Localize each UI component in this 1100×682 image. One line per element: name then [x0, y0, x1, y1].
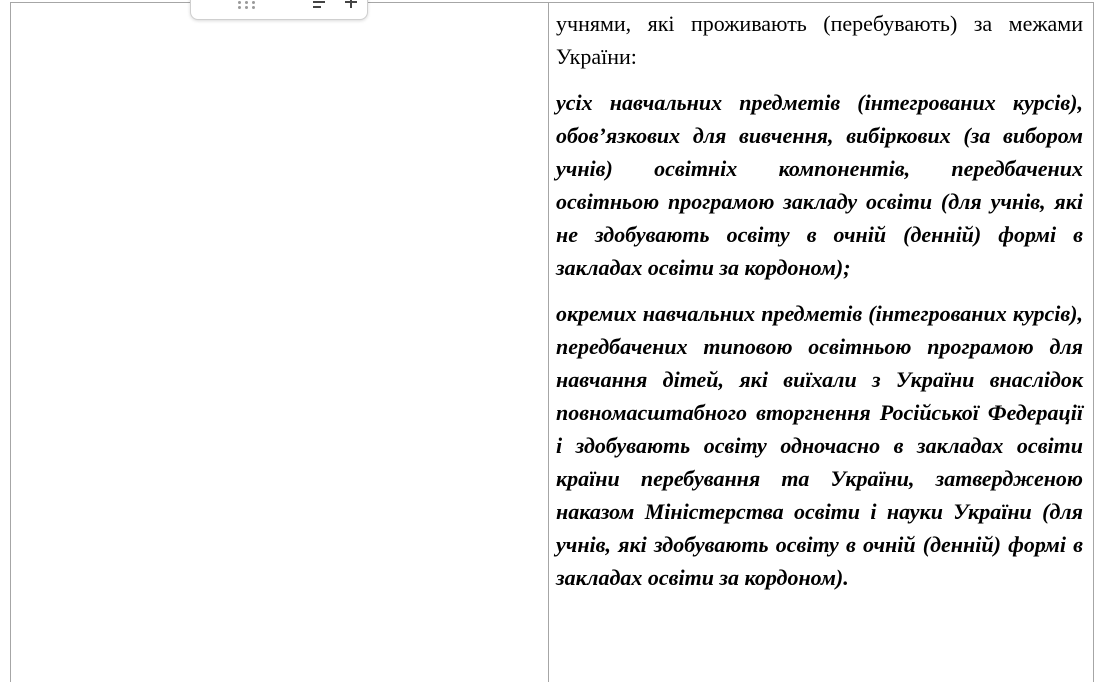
table-cell-left[interactable] — [11, 3, 549, 682]
add-icon[interactable] — [345, 0, 357, 8]
paragraph-intro: учнями, які проживають (перебувають) за межами України: — [556, 11, 1083, 69]
paragraph-separate-subjects: окремих навчальних предметів (інтегрованих курсів), передбачених типовою освітньою програмою для навчання дітей, які виїхали з України внаслідок повномасштабного вторгнення Російської Федерації і здобувають освіту одночасно в закладах освіти країни перебування та України, затвердженою наказом Міністерства освіти і науки України (для учнів, які здобувають освіту в очній (денній) формі в закладах освіти за кордоном). — [556, 301, 1083, 590]
drag-grip-icon[interactable] — [238, 1, 262, 9]
align-icon[interactable] — [313, 1, 327, 11]
table-toolbar — [190, 0, 368, 20]
document-table — [10, 2, 1094, 682]
paragraph-all-subjects: усіх навчальних предметів (інтегрованих курсів), обов’язкових для вивчення, вибіркових (за вибором учнів) освітніх компонентів, передбачених освітньою програмою закладу освіти (для учнів, які не здобувають освіту в очній (денній) формі в закладах освіти за кордоном); — [556, 90, 1083, 280]
table-cell-right[interactable] — [549, 3, 1093, 682]
